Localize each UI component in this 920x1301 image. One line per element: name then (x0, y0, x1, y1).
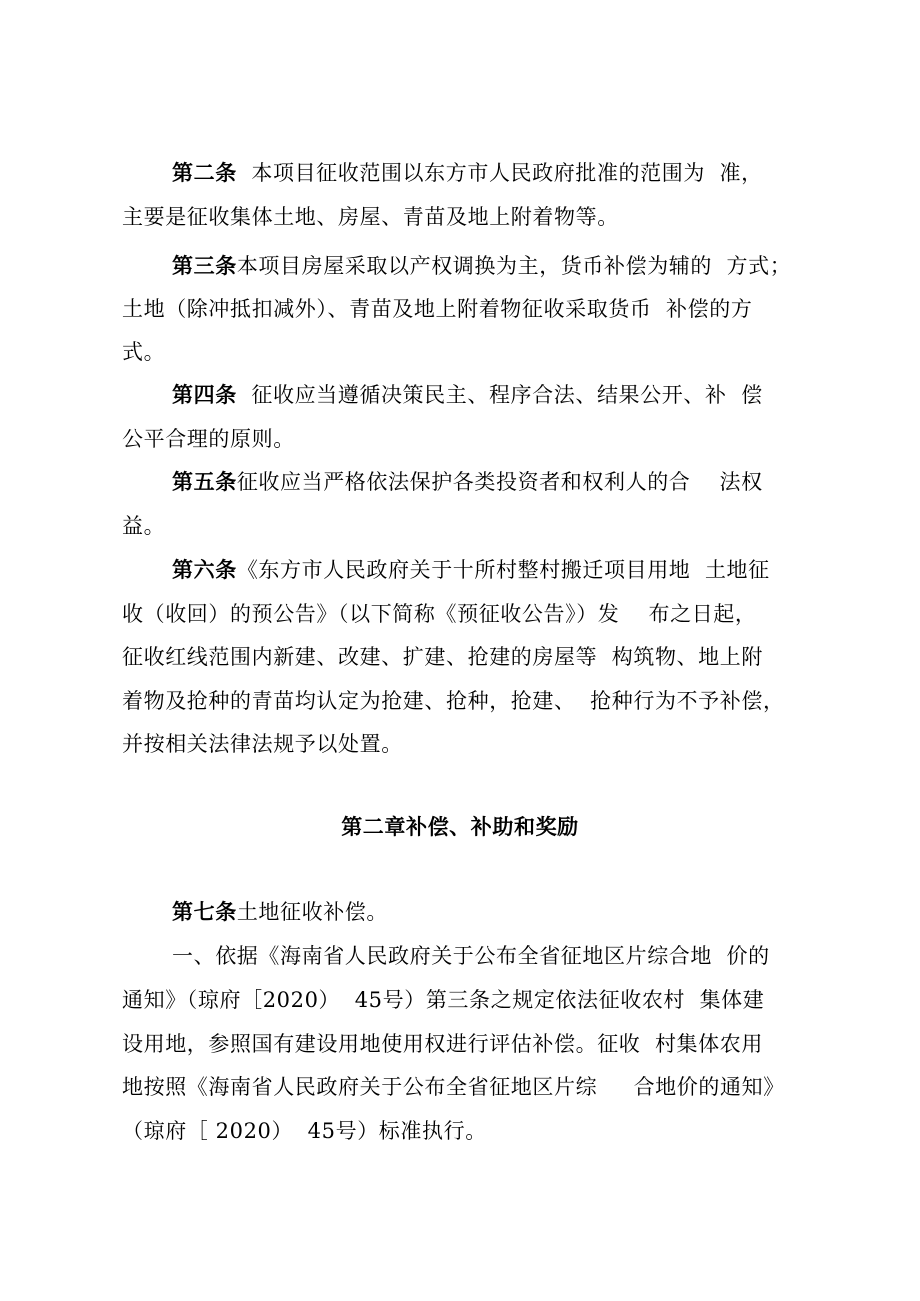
article-7-para-1-line-1: 一、依据《海南省人民政府关于公布全省征地区片综合地 价的 (172, 944, 770, 968)
article-6-line-5: 并按相关法律法规予以处置。 (122, 732, 403, 756)
article-6-label: 第六条 (172, 557, 237, 582)
article-5-label: 第五条 (172, 469, 237, 494)
article-7-para-1-line-4: 地按照《海南省人民政府关于公布全省征地区片综 合地价的通知》 (122, 1075, 785, 1099)
article-5-line-2: 益。 (122, 514, 166, 538)
article-3-label: 第三条 (172, 253, 237, 278)
article-7-label: 第七条 (172, 899, 237, 924)
article-7-line-1 (172, 898, 388, 926)
article-6-line-4: 着物及抢种的青苗均认定为抢建、抢种，抢建、 抢种行为不予补偿， (122, 689, 785, 713)
article-3-line-3: 式。 (122, 340, 166, 364)
article-6-line-1 (172, 556, 770, 584)
article-7-text-1: 土地征收补偿。 (236, 900, 389, 924)
article-7-para-1-line-3: 设用地，参照国有建设用地使用权进行评估补偿。征收 村集体农用 (122, 1032, 763, 1056)
article-7-para-1-line-2: 通知》（琼府［2020） 45号）第三条之规定依法征收农村 集体建 (122, 988, 765, 1012)
article-4-label: 第四条 (172, 382, 237, 407)
article-2-label: 第二条 (172, 160, 237, 185)
article-7-para-1-line-5: （琼府［ 2020） 45号）标准执行。 (122, 1119, 487, 1143)
article-2-text-1: 本项目征收范围以东方市人民政府批准的范围为 准， (236, 161, 763, 185)
article-5-line-1 (172, 468, 763, 496)
article-6-line-2: 收（收回）的预公告》（以下简称《预征收公告》）发 布之日起， (122, 602, 757, 626)
article-4-line-1 (172, 381, 763, 409)
article-3-line-2: 土地（除冲抵扣减外）、青苗及地上附着物征收采取货币 补偿的方 (122, 297, 753, 321)
article-2-line-2: 主要是征收集体土地、房屋、青苗及地上附着物等。 (122, 205, 619, 229)
article-6-text-1: 《东方市人民政府关于十所村整村搬迁项目用地 土地征 (236, 558, 770, 582)
article-3-line-1 (172, 252, 791, 280)
article-2-line-1 (172, 159, 763, 187)
chapter-2-heading: 第二章补偿、补助和奖励 (341, 814, 579, 839)
article-3-text-1: 本项目房屋采取以产权调换为主，货币补偿为辅的 方式； (236, 254, 792, 278)
article-4-text-1: 征收应当遵循决策民主、程序合法、结果公开、补 偿 (236, 383, 763, 407)
article-5-text-1: 征收应当严格依法保护各类投资者和权利人的合 法权 (236, 470, 763, 494)
article-6-line-3: 征收红线范围内新建、改建、扩建、抢建的房屋等 构筑物、地上附 (122, 645, 763, 669)
article-4-line-2: 公平合理的原则。 (122, 427, 295, 451)
